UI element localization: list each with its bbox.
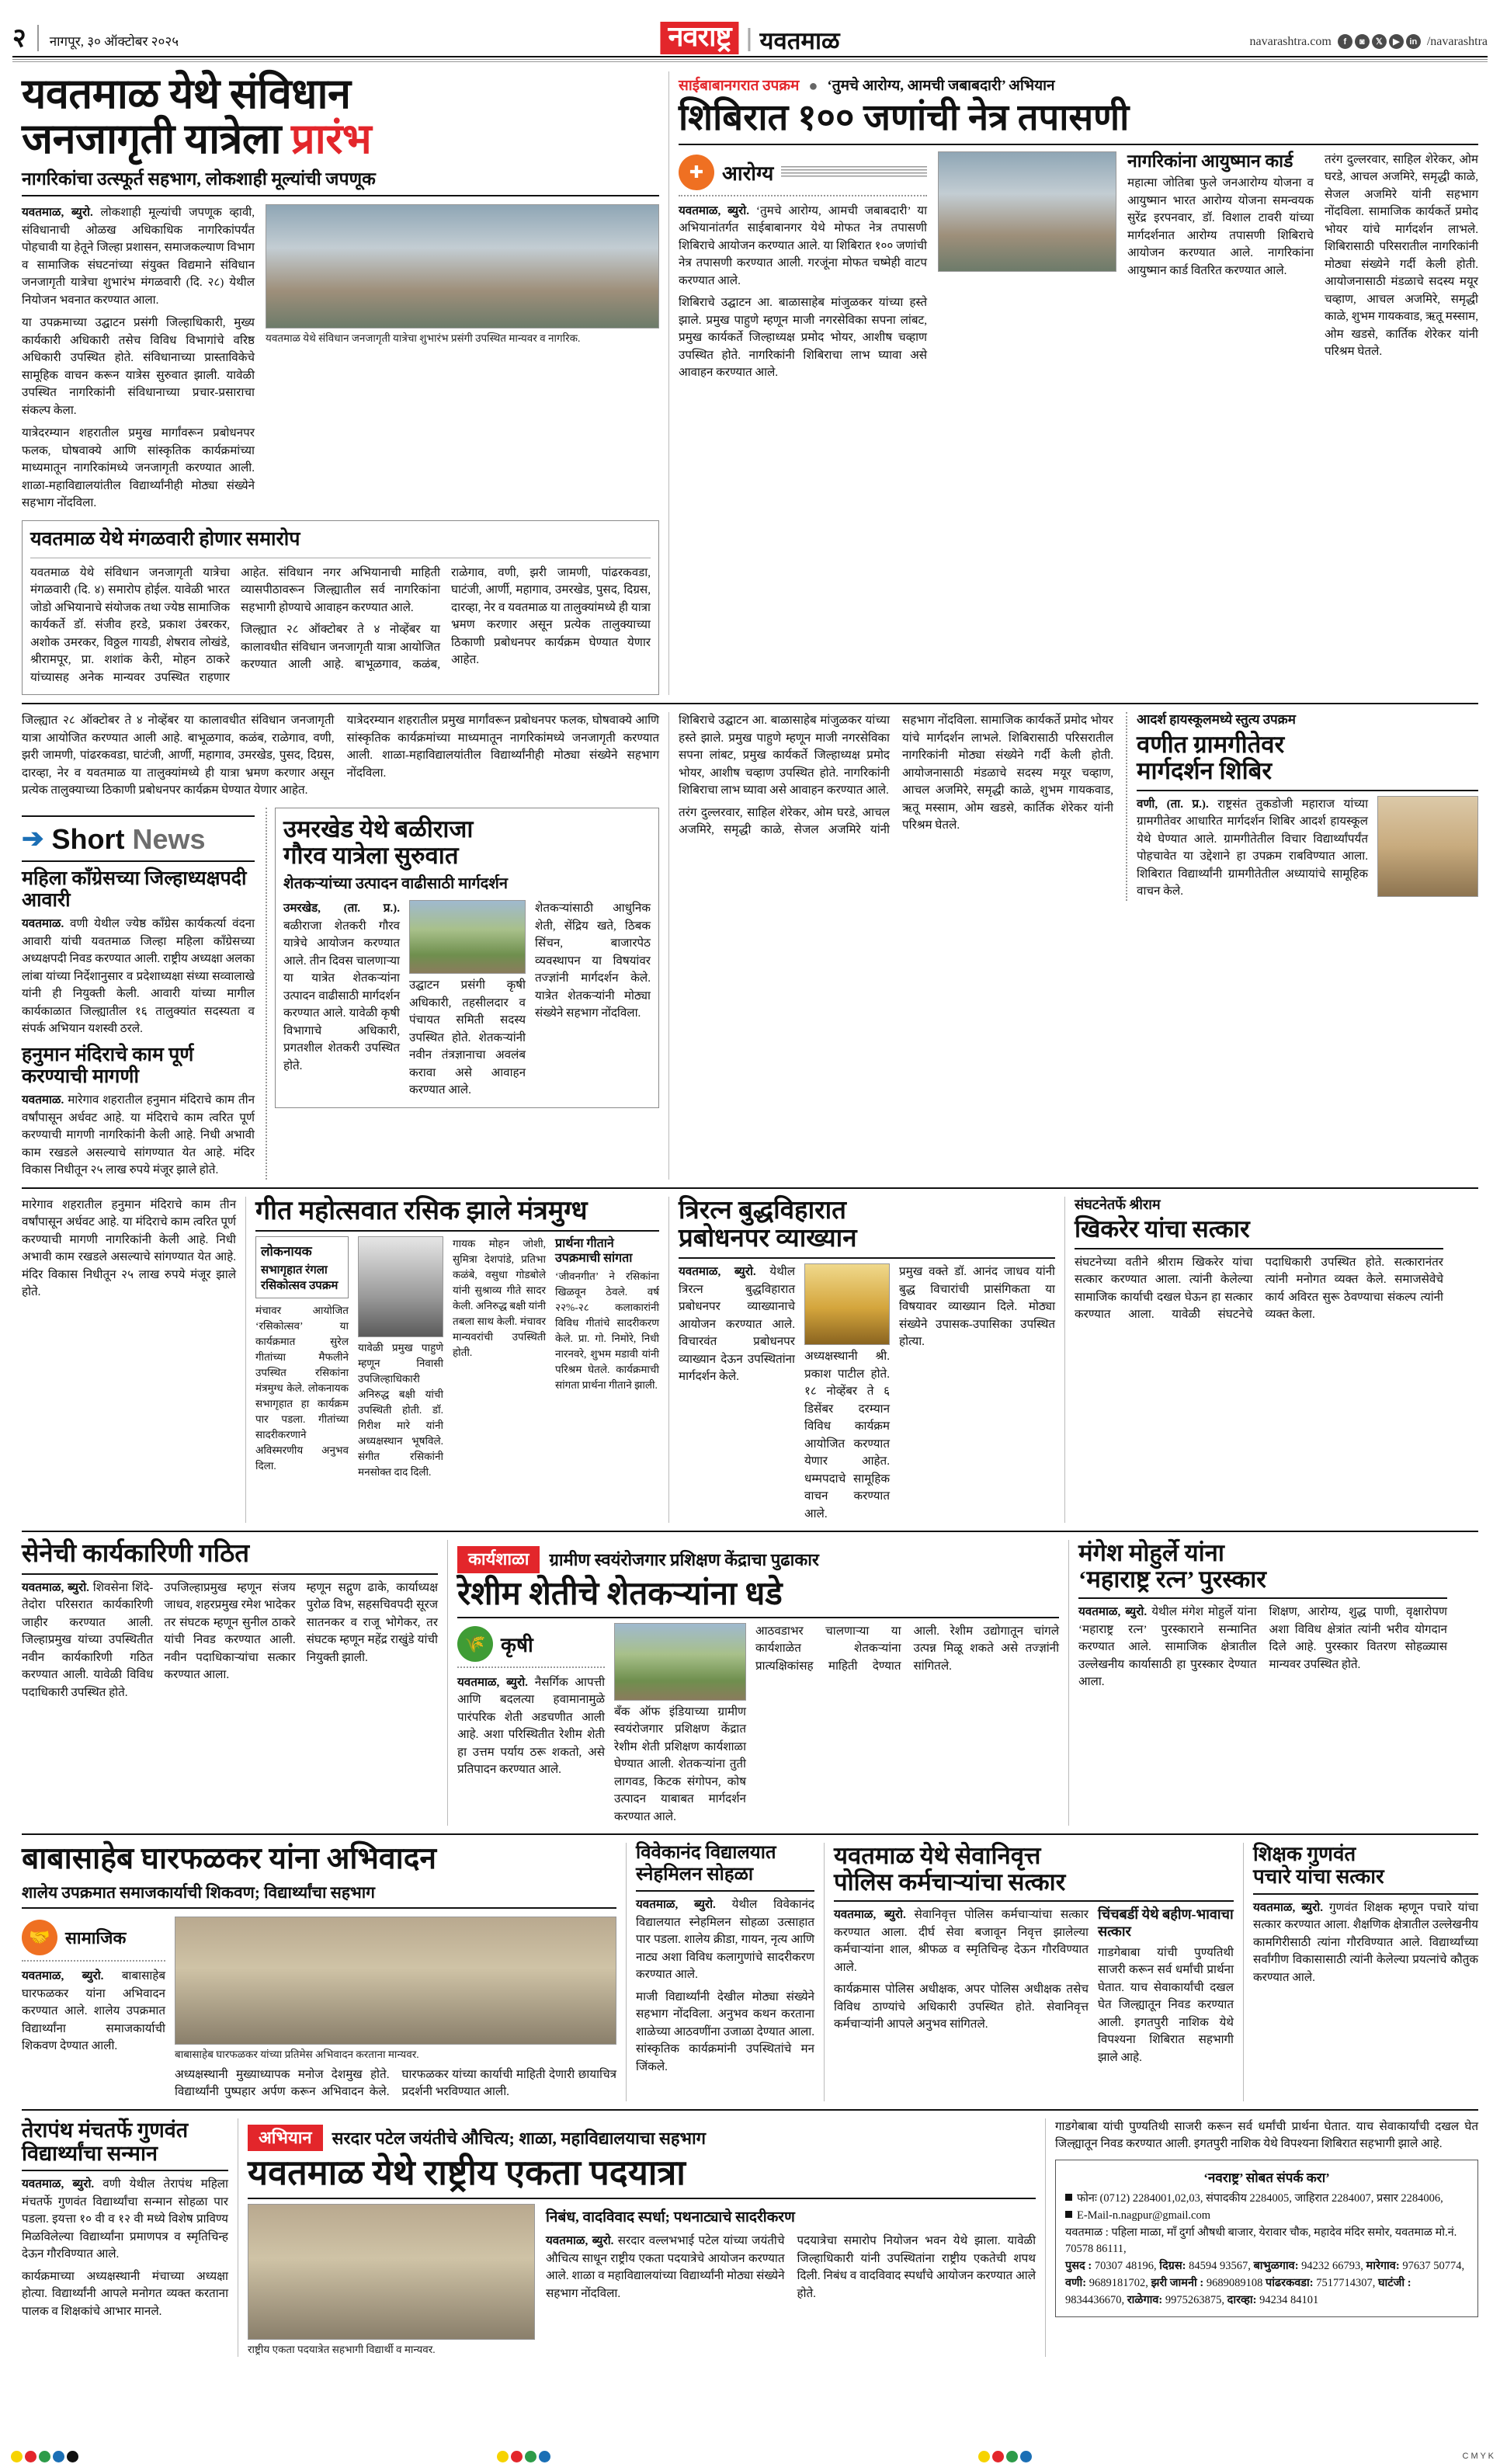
health-kicker-row <box>679 78 1478 96</box>
padayatra-para-2: पदयात्रेचा समारोप नियोजन भवन येथे झाला. यावेळी जिल्हाधिकारी यांनी उपस्थितांना राष्ट्रीय एकतेची शपथ दिली. निबंध व वादविवाद स्पर्धांचे आयोजन करण्यात आले होते. <box>797 2234 1036 2300</box>
shortnews-and-photo <box>22 808 659 1180</box>
terapanth-para-1: यवतमाळ, ब्युरो. वणी येथील तेरापंथ महिला मंचतर्फे गुणवंत विद्यार्थ्यांचा सन्मान सोहळा पार पडला. इयत्ता १० वी व १२ वी मध्ये विशेष प्राविण्य मिळविलेल्या विद्यार्थ्यांना प्रमाणपत्र व स्मृतिचिन्ह देऊन गौरविण्यात आले. <box>22 2177 228 2261</box>
geet-mic-block <box>358 1236 443 1480</box>
padayatra-photo <box>248 2204 535 2340</box>
linkedin-icon[interactable]: in <box>1406 34 1421 49</box>
color-dot-red-3 <box>992 2451 1004 2462</box>
shikshak-headline-1: शिक्षक गुणवंत <box>1253 1843 1356 1866</box>
padayatra-tagline: सरदार पटेल जयंतीचे औचित्य; शाळा, महाविद्यालयाचा सहभाग <box>332 2128 707 2148</box>
color-dot-yellow <box>11 2451 23 2462</box>
lead-sub-box <box>22 520 659 695</box>
umarkhed-headline-2: गौरव यात्रेला सुरुवात <box>283 842 459 870</box>
lead-cont-2: यात्रेदरम्यान शहरातील प्रमुख मार्गांवरून प्रबोधनपर फलक, घोषवाक्ये आणि सांस्कृतिक कार्यक्रमांच्या माध्यमातून नागरिकांमध्ये जनजागृती करण्यात आली. शाळा-महाविद्यालयांतील विद्यार्थ्यांनीही मोठ्या संख्येने सहभाग नोंदविला. <box>346 714 659 780</box>
shikshak-dateline: यवतमाळ, ब्युरो. <box>1253 1900 1324 1914</box>
lead-sub-para-1: यवतमाळ येथे संविधान जनजागृती यात्रेचा मंगळवारी (दि. ४) समारोप होईल. यावेळी भारत जोडो अभियानाचे संयोजक तथा ज्येष्ठ सामाजिक कार्यकर्ते डॉ. संजीव हरडे, प्रकाश उंबरकर, अशोक उमरकर, विठ्ठल गायडी, शेषराव लोखंडे, श्रीरामपूर, प्रा. शशांक केरी, मोहन ठाकरे यांच्यासह अनेक मान्यवर उपस्थित राहणार आहेत. संविधान नगर अभियानाची माहिती व्यासपीठावरून जिल्ह्यातील सर्व नागरिकांना सहभागी होण्याचे आवाहन करण्यात आले. <box>30 565 440 684</box>
geet-body-2: यावेळी प्रमुख पाहुणे म्हणून निवासी उपजिल्हाधिकारी अनिरुद्ध बक्षी यांची उपस्थिती होती. डॉ. गिरीश मारे यांनी अध्यक्षस्थान भूषविले. संगीत रसिकांनी मनसोक्त दाद दिली. <box>358 1342 443 1478</box>
short-news-tail-body: मारेगाव शहरातील हनुमान मंदिराचे काम तीन वर्षांपासून अर्धवट आहे. या मंदिराचे काम त्वरित पूर्ण करण्याची मागणी नागरिकांनी केली आहे. निधी अभावी काम रखडले असल्याचे सांगण्यात येत आहे. मंदिर विकास निधीतून २५ लाख रुपये मंजूर झाले होते. <box>22 1197 236 1299</box>
vani-dateline: वणी, (ता. प्र.). <box>1137 797 1209 811</box>
geet-headline: गीत महोत्सवात रसिक झाले मंत्रमुग्ध <box>255 1196 588 1225</box>
babasaheb-photo-caption: बाबासाहेब घारफळकर यांच्या प्रतिमेस अभिवादन करताना मान्यवर. <box>175 2049 419 2061</box>
agriculture-icon: 🌾 <box>457 1626 493 1662</box>
microphone-photo <box>358 1236 443 1337</box>
page-number: २ <box>12 24 26 54</box>
short-news-title-light: News <box>132 822 206 855</box>
umarkhed-story <box>266 808 659 1180</box>
bullet-square-icon-2 <box>1065 2211 1072 2218</box>
umarkhed-headline-1: उमरखेड येथे बळीराजा <box>283 815 474 843</box>
lead-photo <box>266 204 659 328</box>
sena-para-3: म्हणून सद्गुण ढाके, कार्याध्यक्ष पुरोळ विभ, सहसचिवपदी सूरज सातनकर व राजू भोगेकर, तर संघटक म्हणून महेंद्र राखुंडे यांची नियुक्ती झाली. <box>306 1580 438 1664</box>
mangesh-story <box>1068 1540 1457 1826</box>
contact-address: यवतमाळ : पहिला माळा, माँ दुर्गा औषधी बाजार, येरावार चौक, महादेव मंदिर समोर, यवतमाळ मो.नं. 70578 86111, <box>1065 2226 1457 2256</box>
babasaheb-story <box>12 1843 626 2101</box>
masthead <box>12 0 1488 56</box>
sena-story <box>12 1540 447 1826</box>
short-news-headline-1: हनुमान मंदिराचे काम पूर्ण करण्याची मागणी <box>22 1044 194 1088</box>
vani-and-health-cont <box>668 712 1488 1180</box>
short-news-title-bold: Short <box>51 822 125 855</box>
umarkhed-dateline: उमरखेड, (ता. प्र.). <box>283 902 400 916</box>
publication-date: नागपूर, ३० ऑक्टोबर २०२५ <box>49 34 179 50</box>
umarkhed-para-3: शेतकऱ्यांसाठी आधुनिक शेती, सेंद्रिय खते, ठिबक सिंचन, बाजारपेठ व्यवस्थापन या विषयांवर तज्ज्ञांनी मार्गदर्शन केले. यात्रेत शेतकऱ्यांनी मोठ्या संख्येने सहभाग नोंदविला. <box>535 902 651 1020</box>
padayatra-subhead: निबंध, वादविवाद स्पर्धा; पथनाट्याचे सादरीकरण <box>546 2209 795 2226</box>
umarkhed-para-2: उद्घाटन प्रसंगी कृषी अधिकारी, तहसीलदार व पंचायत समिती सदस्य उपस्थित होते. शेतकऱ्यांनी नवीन तंत्रज्ञानाचा अवलंब करावा असे आवाहन करण्यात आले. <box>409 978 526 1097</box>
sena-dateline: यवतमाळ, ब्युरो. <box>22 1580 89 1594</box>
color-dot-black <box>67 2451 78 2462</box>
geet-col-right: ‘जीवनगीत’ ने रसिकांना खिळवून ठेवले. वर्ष २२%-२८ कलाकारांनी विविध गीतांचे सादरीकरण केले. प्रा. गो. निमोरे, निधी नारनवरे, शुभम मडावी यांनी परिश्रम घेतले. कार्यक्रमाची सांगता प्रार्थना गीताने झाली. <box>555 1270 659 1392</box>
short-news-body-1: यवतमाळ. मारेगाव शहरातील हनुमान मंदिराचे काम तीन वर्षांपासून अर्धवट आहे. या मंदिराचे काम त्वरित पूर्ण करण्याची मागणी नागरिकांनी केली आहे. निधी अभावी काम रखडले असल्याचे सांगण्यात येत आहे. मंदिर विकास निधीतून २५ लाख रुपये मंजूर झाले होते. <box>22 1093 255 1177</box>
vani-headline-1: वणीत ग्रामगीतेवर <box>1137 730 1285 758</box>
babasaheb-subhead: शालेय उपक्रमात समाजकार्याची शिकवण; विद्यार्थ्यांचा सहभाग <box>22 1882 616 1909</box>
shikshak-headline-2: पचारे यांचा सत्कार <box>1253 1865 1384 1889</box>
edition-name: यवतमाळ <box>759 27 840 55</box>
babasaheb-dateline: यवतमाळ, ब्युरो. <box>22 1969 104 1983</box>
vani-kicker: आदर्श हायस्कूलमध्ये स्तुत्य उपक्रम <box>1137 712 1296 728</box>
color-dot-red-2 <box>511 2451 523 2462</box>
contact-item: मारेगाव: 97637 50774, <box>1366 2260 1465 2273</box>
sena-para-1: यवतमाळ, ब्युरो. शिवसेना शिंदे-तेदोरा परिसरात कार्यकारिणी जाहीर करण्यात आली. जिल्हाप्रमुख यांच्या उपस्थितीत नवीन कार्यकारिणी गठित करण्यात आली. यावेळी विविध पदाधिकारी उपस्थित होते. <box>22 1580 154 1699</box>
shikshak-body: यवतमाळ, ब्युरो. गुणवंत शिक्षक म्हणून पचारे यांचा सत्कार करण्यात आला. शैक्षणिक क्षेत्रातील उल्लेखनीय कामगिरीसाठी त्यांना गौरविण्यात आले. विद्यार्थ्यांच्या सर्वांगीण विकासासाठी त्यांनी केलेल्या प्रयत्नांचे कौतुक करण्यात आले. <box>1253 1900 1479 1984</box>
contact-email[interactable]: E-Mail-n.nagpur@gmail.com <box>1065 2208 1468 2225</box>
header-rule <box>12 56 1488 60</box>
vani-portrait-photo <box>1377 796 1478 897</box>
police-side-title: चिंचबर्डी येथे बहीण-भावाचा सत्कार <box>1098 1906 1234 1940</box>
health-photo-block <box>938 151 1116 382</box>
contact-column <box>1045 2118 1488 2357</box>
health-headline: शिबिरात १०० जणांची नेत्र तपासणी <box>679 98 1130 138</box>
health-cont-1: शिबिराचे उद्घाटन आ. बाळासाहेब मांजुळकर यांच्या हस्ते झाले. प्रमुख पाहुणे म्हणून माजी नगरसेविका सपना लांबट, प्रमुख कार्यकर्ते जिल्हाध्यक्ष प्रमोद भोयर, आशीष चव्हाण उपस्थित होते. नागरिकांनी शिबिराचा लाभ घ्यावा असे आवाहन करण्यात आले. <box>679 714 890 798</box>
color-dot-green-3 <box>1006 2451 1018 2462</box>
short-news-header <box>22 823 255 856</box>
contact-phone[interactable]: फोनः (0712) 2284001,02,03, संपादकीय 2284005, जाहिरात 2284007, प्रसार 2284006, <box>1065 2191 1468 2208</box>
health-photo <box>938 151 1116 272</box>
color-dot-yellow-3 <box>978 2451 990 2462</box>
babasaheb-photo <box>175 1917 616 2045</box>
terapanth-headline-1: तेरापंथ मंचतर्फे गुणवंत <box>22 2118 189 2142</box>
color-registration-bar-2 <box>497 2451 550 2462</box>
umarkhed-para-1: उमरखेड, (ता. प्र.). बळीराजा शेतकरी गौरव यात्रेचे आयोजन करण्यात आले. तीन दिवस चालणाऱ्या या यात्रेत शेतकऱ्यांना उत्पादन वाढीसाठी मार्गदर्शन करण्यात आले. यावेळी कृषी विभागाचे अधिकारी, प्रगतशील शेतकरी उपस्थित होते. <box>283 902 400 1072</box>
police-tail-body: गाडगेबाबा यांची पुण्यतिथी साजरी करून सर्व धर्मांची प्रार्थना घेतात. याच सेवाकार्यांची दखल घेत जिल्ह्यातून निवड करण्यात आली. इगतपुरी नाशिक येथे विपश्यना शिबिरात सहभागी झाले आहे. <box>1055 2119 1478 2151</box>
geet-sidebar <box>255 1236 349 1480</box>
row-five <box>12 1843 1488 2101</box>
vani-body: वणी, (ता. प्र.). राष्ट्रसंत तुकडोजी महाराज यांच्या ग्रामगीतेवर आधारित मार्गदर्शन शिबिर आदर्श हायस्कूल येथे घेण्यात आले. ग्रामगीतेतील विचार विद्यार्थ्यांपर्यंत पोहचावेत या उद्देशाने हा उपक्रम राबविण्यात आला. शिबिरात विद्यार्थ्यांनी ग्रामगीतेतील अध्यायांचे सामूहिक वाचन केले. <box>1137 797 1369 898</box>
lead-continued <box>12 712 668 1180</box>
buddha-para-1: यवतमाळ, ब्युरो. येथील त्रिरत्न बुद्धविहारात प्रबोधनपर व्याख्यानाचे आयोजन करण्यात आले. विचारवंत प्रबोधनपर व्याख्यान देऊन उपस्थितांना मार्गदर्शन केले. <box>679 1265 796 1384</box>
contact-item: दिग्रस: 84594 93567, <box>1159 2260 1251 2273</box>
color-dot-green-2 <box>525 2451 536 2462</box>
mangesh-dateline: यवतमाळ, ब्युरो. <box>1078 1605 1148 1619</box>
health-continued <box>679 712 1113 901</box>
contact-item: वणी: 9689181702, <box>1065 2276 1148 2289</box>
contact-box <box>1055 2160 1478 2318</box>
geet-body-1: मंचावर आयोजित ‘रसिकोत्सव’ या कार्यक्रमात सुरेल गीतांच्या मैफलीने उपस्थित रसिकांना मंत्रमुग्ध केले. लोकनायक सभागृहात हा कार्यक्रम पार पडला. गीतांच्या सादरीकरणाने अविस्मरणीय अनुभव दिला. <box>255 1305 349 1472</box>
social-category-badge <box>22 1920 165 1955</box>
health-kicker-red: साईबाबानगरात उपक्रम <box>679 78 800 95</box>
color-registration-bar <box>11 2451 78 2462</box>
social-handle[interactable]: /navarashtra <box>1426 35 1488 48</box>
geet-sidebar-title: लोकनायक <box>261 1244 312 1260</box>
color-dot-blue-3 <box>1020 2451 1032 2462</box>
babasaheb-para-2: अध्यक्षस्थानी मुख्याध्यापक मनोज देशमुख होते. विद्यार्थ्यांनी पुष्पहार अर्पण करून अभिवादन केले. घारफळकर यांच्या कार्याची माहिती देणारी छायाचित्र प्रदर्शनी भरविण्यात आली. <box>175 2067 616 2099</box>
row-two <box>12 712 1488 1180</box>
color-dot-yellow-2 <box>497 2451 509 2462</box>
padayatra-headline: यवतमाळ येथे राष्ट्रीय एकता पदयात्रा <box>248 2153 686 2193</box>
police-dateline: यवतमाळ, ब्युरो. <box>834 1908 906 1922</box>
lead-headline-plain: जनजागृती यात्रेला <box>22 116 291 163</box>
resham-story <box>447 1540 1068 1826</box>
vani-headline-2: मार्गदर्शन शिबिर <box>1137 757 1273 785</box>
logo-navarashtra[interactable]: नवराष्ट्र <box>660 22 738 54</box>
lead-photo-block <box>266 204 659 513</box>
logo-separator <box>748 28 751 51</box>
resham-tag-row <box>457 1546 1059 1573</box>
resham-headline: रेशीम शेतीचे शेतकऱ्यांना धडे <box>457 1576 783 1612</box>
facebook-icon[interactable]: f <box>1338 34 1352 49</box>
health-nurse-icon: ✚ <box>679 155 714 190</box>
mangesh-para-1: यवतमाळ, ब्युरो. येथील मंगेश मोहुर्ले यांना ‘महाराष्ट्र रत्न’ पुरस्काराने सन्मानित करण्यात आले. सामाजिक क्षेत्रातील उल्लेखनीय कार्यासाठी हा पुरस्कार देण्यात आला. <box>1078 1605 1257 1689</box>
terapanth-dateline: यवतमाळ, ब्युरो. <box>22 2177 95 2191</box>
vivekanand-para-2: माजी विद्यार्थ्यांनी देखील मोठ्या संख्येने सहभाग नोंदविला. अनुभव कथन करताना शाळेच्या आठवणींना उजाळा देण्यात आला. सांस्कृतिक कार्यक्रमांनी उपस्थितांचे मन जिंकले. <box>636 1990 814 2073</box>
contact-list <box>1065 2258 1468 2309</box>
masthead-left <box>12 24 179 54</box>
color-dot-blue-2 <box>539 2451 550 2462</box>
short-news-body-0: यवतमाळ. वणी येथील ज्येष्ठ काँग्रेस कार्यकर्त्या वंदना आवारी यांची यवतमाळ जिल्हा महिला काँग्रेसच्या अध्यक्षपदी निवड करण्यात आली. राष्ट्रीय अध्यक्षा अलका लांबा यांच्या निर्देशानुसार व प्रदेशाध्यक्षा संध्या सव्वालाखे यांनी ही नियुक्ती केली. आवारी यांच्या मागील कार्यकाळात जिल्ह्यातील १६ तालुक्यांत सदस्यता व संपर्क अभियान यशस्वी ठरले. <box>22 917 255 1036</box>
lead-para-1: यवतमाळ, ब्युरो. लोकशाही मूल्यांची जपणूक व्हावी, संविधानाची ओळख अधिकाधिक नागरिकांपर्यंत पोहचावी या हेतूने जिल्हा प्रशासन, समाजकल्याण विभाग व सामाजिक संघटनांच्या संयुक्त विद्यमाने संविधान जनजागृती यात्रेचा शुभारंभ मंगळवारी (दि. २८) येथील नियोजन भवनात करण्यात आला. <box>22 206 255 307</box>
health-extra-col <box>1325 151 1478 382</box>
police-para-3: गाडगेबाबा यांची पुण्यतिथी साजरी करून सर्व धर्मांची प्रार्थना घेतात. याच सेवाकार्यांची दखल घेत जिल्ह्यातून निवड करण्यात आली. इगतपुरी नाशिक येथे विपश्यना शिबिरात सहभागी झाले आहे. <box>1098 1945 1234 2064</box>
lead-headline-red: प्रारंभ <box>290 116 372 163</box>
padayatra-tag-row <box>248 2125 1036 2151</box>
health-cont-2: तरंग दुल्लरवार, साहिल शेरेकर, ओम घरडे, आचल अजमिरे, समृद्धी काळे, सेजल अजमिरे यांनी सहभाग नोंदविला. सामाजिक कार्यकर्ते प्रमोद भोयर यांचे मार्गदर्शन लाभले. शिबिरासाठी परिसरातील नागरिकांनी मोठ्या संख्येने गर्दी केली होती. आयोजनासाठी मंडळाचे सदस्य मयूर चव्हाण, आचल अजमिरे, समृद्धी काळे, शुभम गायकवाड, ऋतू मस्साम, ओम खडसे, कार्तिक शेरेकर यांनी परिश्रम घेतले. <box>679 714 1113 837</box>
row-six <box>12 2118 1488 2357</box>
buddha-para-3: प्रमुख वक्ते डॉ. आनंद जाधव यांनी बुद्ध विचारांची प्रासंगिकता या विषयावर व्याख्यान दिले. मोठ्या संख्येने उपासक-उपासिका उपस्थित होत्या. <box>899 1265 1055 1349</box>
resham-para-2: बँक ऑफ इंडियाच्या ग्रामीण स्वयंरोजगार प्रशिक्षण केंद्रात रेशीम शेती प्रशिक्षण कार्यशाळा घेण्यात आली. शेतकऱ्यांना तुती लागवड, किटक संगोपन, कोष उत्पादन याबाबत मार्गदर्शन करण्यात आले. <box>614 1705 746 1823</box>
geet-mid-col <box>453 1236 546 1480</box>
umarkhed-subhead: शेतकऱ्यांच्या उत्पादन वाढीसाठी मार्गदर्शन <box>283 875 508 893</box>
police-headline-1: यवतमाळ येथे सेवानिवृत्त <box>834 1842 1041 1870</box>
row-three <box>12 1197 1488 1524</box>
vivekanand-headline: विवेकानंद विद्यालयात स्नेहमिलन सोहळा <box>636 1843 776 1885</box>
x-twitter-icon[interactable]: 𝕏 <box>1372 34 1387 49</box>
resham-para-1: यवतमाळ, ब्युरो. नैसर्गिक आपत्ती आणि बदलत्या हवामानामुळे पारंपरिक शेती अडचणीत आली आहे. अशा परिस्थितीत रेशीम शेती हा उत्तम पर्याय ठरू शकतो, असे प्रतिपादन करण्यात आले. <box>457 1675 606 1777</box>
health-kicker-plain: ‘तुमचे आरोग्य, आमची जबाबदारी’ अभियान <box>827 78 1055 95</box>
health-category-badge <box>679 155 927 190</box>
masthead-right <box>1250 34 1488 51</box>
short-news-tail <box>12 1197 245 1524</box>
short-news-section <box>22 815 255 1180</box>
instagram-icon[interactable]: ◙ <box>1355 34 1370 49</box>
buddha-photo <box>804 1263 890 1345</box>
khikhar-headline: खिकरेर यांचा सत्कार <box>1075 1215 1250 1243</box>
police-story <box>824 1843 1243 2101</box>
resham-ribbon: कार्यशाळा <box>457 1546 540 1573</box>
contact-item: राळेगाव: 9975263875, <box>1127 2293 1225 2306</box>
geet-col-mid: गायक मोहन जोशी, सुमित्रा देशपांडे, प्रतिभा कळंबे, वसुधा गोडबोले यांनी सुश्राव्य गीते सादर केली. अनिरुद्ध बक्षी यांनी तबला साथ केली. मंचावर मान्यवरांची उपस्थिती होती. <box>453 1238 546 1358</box>
health-sub-col <box>1127 151 1314 382</box>
padayatra-story <box>238 2118 1045 2357</box>
babasaheb-para-1: यवतमाळ, ब्युरो. बाबासाहेब घारफळकर यांना अभिवादन करण्यात आले. शालेय उपक्रमात विद्यार्थ्यांना समाजकार्याची शिकवण देण्यात आली. <box>22 1969 166 2053</box>
health-story <box>668 71 1488 695</box>
crop-marks: C M Y K <box>1462 2452 1494 2461</box>
mangesh-headline-2: ‘महाराष्ट्र रत्न’ पुरस्कार <box>1078 1566 1266 1593</box>
terapanth-headline-2: विद्यार्थ्यांचा सन्मान <box>22 2141 158 2165</box>
vivekanand-dateline: यवतमाळ, ब्युरो. <box>636 1898 716 1912</box>
resham-tagline: ग्रामीण स्वयंरोजगार प्रशिक्षण केंद्राचा पुढाकार <box>549 1550 819 1570</box>
vivekanand-story <box>626 1843 824 2101</box>
health-dateline: यवतमाळ, ब्युरो. <box>679 203 749 217</box>
lead-sub-heading: यवतमाळ येथे मंगळवारी होणार समारोप <box>30 528 300 550</box>
terapanth-para-2: कार्यक्रमाच्या अध्यक्षस्थानी मंचाच्या अध्यक्षा होत्या. विद्यार्थ्यांनी आपले मनोगत व्यक्त करताना पालक व शिक्षकांचे आभार मानले. <box>22 2269 228 2318</box>
health-sub-headline: नागरिकांना आयुष्मान कार्ड <box>1127 151 1293 171</box>
geet-sidebar-sub: सभागृहात रंगला रसिकोत्सव उपक्रम <box>261 1264 339 1293</box>
lead-headline-line1: यवतमाळ येथे संविधान <box>22 71 351 117</box>
police-headline-2: पोलिस कर्मचाऱ्यांचा सत्कार <box>834 1868 1066 1896</box>
social-icons[interactable] <box>1338 34 1421 49</box>
short-news-dateline-0: यवतमाळ. <box>22 917 64 931</box>
health-left-col <box>679 151 927 382</box>
row-four <box>12 1540 1488 1826</box>
padayatra-photo-caption: राष्ट्रीय एकता पदयात्रेत सहभागी विद्यार्थी व मान्यवर. <box>248 2343 436 2355</box>
health-para-2: शिबिराचे उद्घाटन आ. बाळासाहेब मांजुळकर यांच्या हस्ते झाले. प्रमुख पाहुणे म्हणून माजी नगरसेविका सपना लांबट, प्रमुख कार्यकर्ते जिल्हाध्यक्ष प्रमोद भोयर, आशीष चव्हाण उपस्थित होते. नागरिकांनी शिबिराचा लाभ घ्यावा असे आवाहन करण्यात आले. <box>679 296 927 380</box>
social-handshake-icon: 🤝 <box>22 1920 57 1955</box>
khikhar-kicker: संघटनेतर्फे श्रीराम <box>1075 1196 1161 1212</box>
mangesh-para-2: शिक्षण, आरोग्य, शुद्ध पाणी, वृक्षारोपण अशा विविध क्षेत्रांत त्यांनी भरीव योगदान दिले आहे. पुरस्कार वितरण सोहळ्यास मान्यवर उपस्थित होते. <box>1269 1605 1447 1671</box>
resham-photo <box>614 1623 746 1701</box>
contact-item: झरी जामनी : 9689089108 <box>1151 2276 1263 2289</box>
mangesh-headline-1: मंगेश मोहुर्ले यांना <box>1078 1539 1224 1567</box>
social-category-label: सामाजिक <box>65 1928 127 1948</box>
terapanth-story <box>12 2118 238 2357</box>
masthead-divider <box>37 25 39 51</box>
health-right-cols <box>1127 151 1478 382</box>
short-news-dateline-1: यवतमाळ. <box>22 1093 64 1107</box>
police-para-1: यवतमाळ, ब्युरो. सेवानिवृत्त पोलिस कर्मचाऱ्यांचा सत्कार करण्यात आला. दीर्घ सेवा बजावून निवृत्त झालेल्या कर्मचाऱ्यांना शाल, श्रीफळ व स्मृतिचिन्ह देऊन गौरविण्यात आले. <box>834 1908 1089 1974</box>
short-news-title <box>52 823 206 856</box>
sena-headline: सेनेची कार्यकारिणी गठित <box>22 1540 250 1569</box>
contact-title: ‘नवराष्ट्र’ सोबत संपर्क करा’ <box>1203 2170 1330 2185</box>
lead-para-3: यात्रेदरम्यान शहरातील प्रमुख मार्गांवरून प्रबोधनपर फलक, घोषवाक्ये आणि सांस्कृतिक कार्यक्रमांच्या माध्यमातून नागरिकांमध्ये जनजागृती करण्यात आली. शाळा-महाविद्यालयांतील विद्यार्थ्यांनीही मोठ्या संख्येने सहभाग नोंदविला. <box>22 426 255 510</box>
vivekanand-para-1: यवतमाळ, ब्युरो. येथील विवेकानंद विद्यालयात स्नेहमिलन सोहळा उत्साहात पार पडला. शालेय क्रीडा, गायन, नृत्य आणि नाट्य अशा विविध कलागुणांचे सादरीकरण करण्यात आले. <box>636 1898 814 1982</box>
color-dot-green <box>39 2451 50 2462</box>
arrow-right-circle-icon: ➔ <box>22 824 44 853</box>
color-dot-red <box>25 2451 36 2462</box>
contact-item: पांढरकवडा: 7517714307, <box>1265 2276 1376 2289</box>
contact-item: बाभुळगाव: 94232 66793, <box>1253 2260 1363 2273</box>
geet-right-col <box>555 1236 659 1480</box>
padayatra-ribbon: अभियान <box>248 2125 323 2151</box>
lead-story <box>12 71 668 695</box>
lead-para-2: या उपक्रमाच्या उद्घाटन प्रसंगी जिल्हाधिकारी, मुख्य कार्यकारी अधिकारी तसेच विविध विभागांचे वरिष्ठ अधिकारी उपस्थित होते. संविधानाच्या प्रास्ताविकेचे सामूहिक वाचन करून यात्रेस सुरुवात झाली. यावेळी उपस्थित नागरिकांनी संविधानाच्या प्रचार-प्रसाराचा संकल्प केला. <box>22 316 255 417</box>
khikhar-body: संघटनेच्या वतीने श्रीराम खिकरेर यांचा सत्कार करण्यात आला. त्यांनी केलेल्या सामाजिक कार्याची दखल घेऊन हा सत्कार करण्यात आला. यावेळी संघटनेचे पदाधिकारी उपस्थित होते. सत्कारानंतर त्यांनी मनोगत व्यक्त केले. समाजसेवेचे कार्य अविरत सुरू ठेवण्याचा संकल्प त्यांनी व्यक्त केला. <box>1075 1255 1443 1322</box>
padayatra-dateline: यवतमाळ, ब्युरो. <box>546 2234 614 2248</box>
padayatra-para-1: यवतमाळ, ब्युरो. सरदार वल्लभभाई पटेल यांच्या जयंतीचे औचित्य साधून राष्ट्रीय एकता पदयात्रेचे आयोजन करण्यात आले. शाळा व महाविद्यालयांच्या विद्यार्थ्यांनी मोठ्या संख्येने सहभाग नोंदविला. <box>546 2234 785 2300</box>
health-right-body: तरंग दुल्लरवार, साहिल शेरेकर, ओम घरडे, आचल अजमिरे, समृद्धी काळे, सेजल अजमिरे यांनी सहभाग नोंदविला. सामाजिक कार्यकर्ते प्रमोद भोयर यांचे मार्गदर्शन लाभले. शिबिरासाठी परिसरातील नागरिकांनी मोठ्या संख्येने गर्दी केली होती. आयोजनासाठी मंडळाचे सदस्य मयूर चव्हाण, आचल अजमिरे, समृद्धी काळे, शुभम गायकवाड, ऋतू मस्साम, ओम खडसे, कार्तिक शेरेकर यांनी परिश्रम घेतले. <box>1325 152 1478 359</box>
color-dot-blue <box>53 2451 64 2462</box>
contact-item: पुसद : 70307 48196, <box>1065 2260 1157 2273</box>
geet-right-title: प्रार्थना गीताने उपक्रमाची सांगता <box>555 1237 633 1266</box>
agri-category-label: कृषी <box>501 1633 533 1656</box>
babasaheb-headline: बाबासाहेब घारफळकर यांना अभिवादन <box>22 1842 437 1876</box>
khikhar-story <box>1064 1197 1453 1524</box>
short-news-headline-0: महिला काँग्रेसच्या जिल्हाध्यक्षपदी आवारी <box>22 867 247 912</box>
resham-dateline: यवतमाळ, ब्युरो. <box>457 1675 528 1689</box>
buddha-story <box>668 1197 1064 1524</box>
lead-sub-para-2: जिल्ह्यात २८ ऑक्टोबर ते ४ नोव्हेंबर या कालावधीत संविधान जनजागृती यात्रा आयोजित करण्यात आली आहे. बाभूळगाव, कळंब, राळेगाव, वणी, झरी जामणी, पांढरकवडा, घाटंजी, आर्णी, महागाव, उमरखेड, पुसद, दिग्रस, दारव्हा, नेर व यवतमाळ या तालुक्यांमध्ये ही यात्रा भ्रमण करणार असून प्रत्येक तालुक्याच्या ठिकाणी प्रबोधनपर कार्यक्रम घेण्यात येणार आहेत. <box>241 565 651 672</box>
umarkhed-photo <box>409 900 526 974</box>
category-lines-decor <box>781 166 927 179</box>
vani-gramgeet-story <box>1126 712 1478 901</box>
lead-cont-1: जिल्ह्यात २८ ऑक्टोबर ते ४ नोव्हेंबर या कालावधीत संविधान जनजागृती यात्रा आयोजित करण्यात आली आहे. बाभूळगाव, कळंब, राळेगाव, वणी, झरी जामणी, पांढरकवडा, घाटंजी, आर्णी, महागाव, उमरखेड, पुसद, दिग्रस, दारव्हा, नेर व यवतमाळ या तालुक्यांमध्ये ही यात्रा भ्रमण करणार असून प्रत्येक तालुक्याच्या ठिकाणी प्रबोधनपर कार्यक्रम घेण्यात येणार आहेत. <box>22 714 335 798</box>
lead-subhead: नागरिकांचा उत्स्फूर्त सहभाग, लोकशाही मूल्यांची जपणूक <box>22 169 659 197</box>
geet-story <box>245 1197 668 1524</box>
buddha-dateline: यवतमाळ, ब्युरो. <box>679 1265 756 1279</box>
shikshak-story <box>1243 1843 1488 2101</box>
contact-item: घाटंजी : 9834436670, <box>1065 2276 1411 2306</box>
health-category-label: आरोग्य <box>722 162 774 185</box>
contact-item: दारव्हा: 94234 84101 <box>1227 2293 1319 2306</box>
color-registration-bar-3 <box>978 2451 1032 2462</box>
lead-headline-line2 <box>22 116 659 162</box>
bullet-icon: ● <box>808 78 818 95</box>
buddha-para-2: अध्यक्षस्थानी श्री. प्रकाश पाटील होते. १८ नोव्हेंबर ते ६ डिसेंबर दरम्यान विविध कार्यक्रम आयोजित करण्यात येणार आहेत. धम्मपदाचे सामूहिक वाचन करण्यात आले. <box>804 1350 890 1520</box>
buddha-headline-1: त्रिरत्न बुद्धविहारात <box>679 1196 846 1225</box>
website-url[interactable]: navarashtra.com <box>1249 35 1332 48</box>
resham-para-3: आठवडाभर चालणाऱ्या या कार्यशाळेत शेतकऱ्यांना प्रात्यक्षिकांसह माहिती देण्यात आली. रेशीम उद्योगातून चांगले उत्पन्न मिळू शकते असे तज्ज्ञांनी सांगितले. <box>755 1624 1059 1673</box>
masthead-logo[interactable] <box>660 22 839 54</box>
health-sub-body: महात्मा जोतिबा फुले जनआरोग्य योजना व आयुष्मान भारत आरोग्य योजना समन्वयक सुरेंद्र इरपनवार, डॉ. विशाल टावरी यांच्या मार्गदर्शनात आरोग्य तपासणी शिबिराचे आयोजन करण्यात आले. नागरिकांना आयुष्मान कार्ड वितरित करण्यात आले. <box>1127 176 1314 277</box>
lead-photo-caption: यवतमाळ येथे संविधान जनजागृती यात्रेचा शुभारंभ प्रसंगी उपस्थित मान्यवर व नागरिक. <box>266 332 581 345</box>
header-rule-thin <box>12 61 1488 64</box>
buddha-headline-2: प्रबोधनपर व्याख्यान <box>679 1224 857 1253</box>
health-para-1: यवतमाळ, ब्युरो. ‘तुमचे आरोग्य, आमची जबाबदारी’ या अभियानांतर्गत साईबाबानगर येथे मोफत नेत्र तपासणी शिबिराचे आयोजन करण्यात आले. या शिबिरात १०० जणांची नेत्र तपासणी करण्यात आली. गरजूंना मोफत चष्मेही वाटप करण्यात आले. <box>679 203 928 287</box>
sena-para-2: उपजिल्हाप्रमुख म्हणून संजय जाधव, शहरप्रमुख रमेश भादेकर तर संघटक म्हणून सुनील ठाकरे यांची निवड करण्यात आली. नवीन पदाधिकाऱ्यांचा सत्कार करण्यात आला. <box>164 1580 296 1682</box>
police-para-2: कार्यक्रमास पोलिस अधीक्षक, अपर पोलिस अधीक्षक तसेच विविध ठाण्यांचे अधिकारी उपस्थित होते. सेवानिवृत्त कर्मचाऱ्यांनी आपले अनुभव सांगितले. <box>834 1983 1089 2031</box>
youtube-icon[interactable]: ▶ <box>1389 34 1404 49</box>
lead-text-column <box>22 204 255 513</box>
agri-category-badge <box>457 1626 605 1662</box>
lead-dateline: यवतमाळ, ब्युरो. <box>22 206 93 220</box>
bullet-square-icon <box>1065 2194 1072 2201</box>
row-top <box>12 71 1488 695</box>
